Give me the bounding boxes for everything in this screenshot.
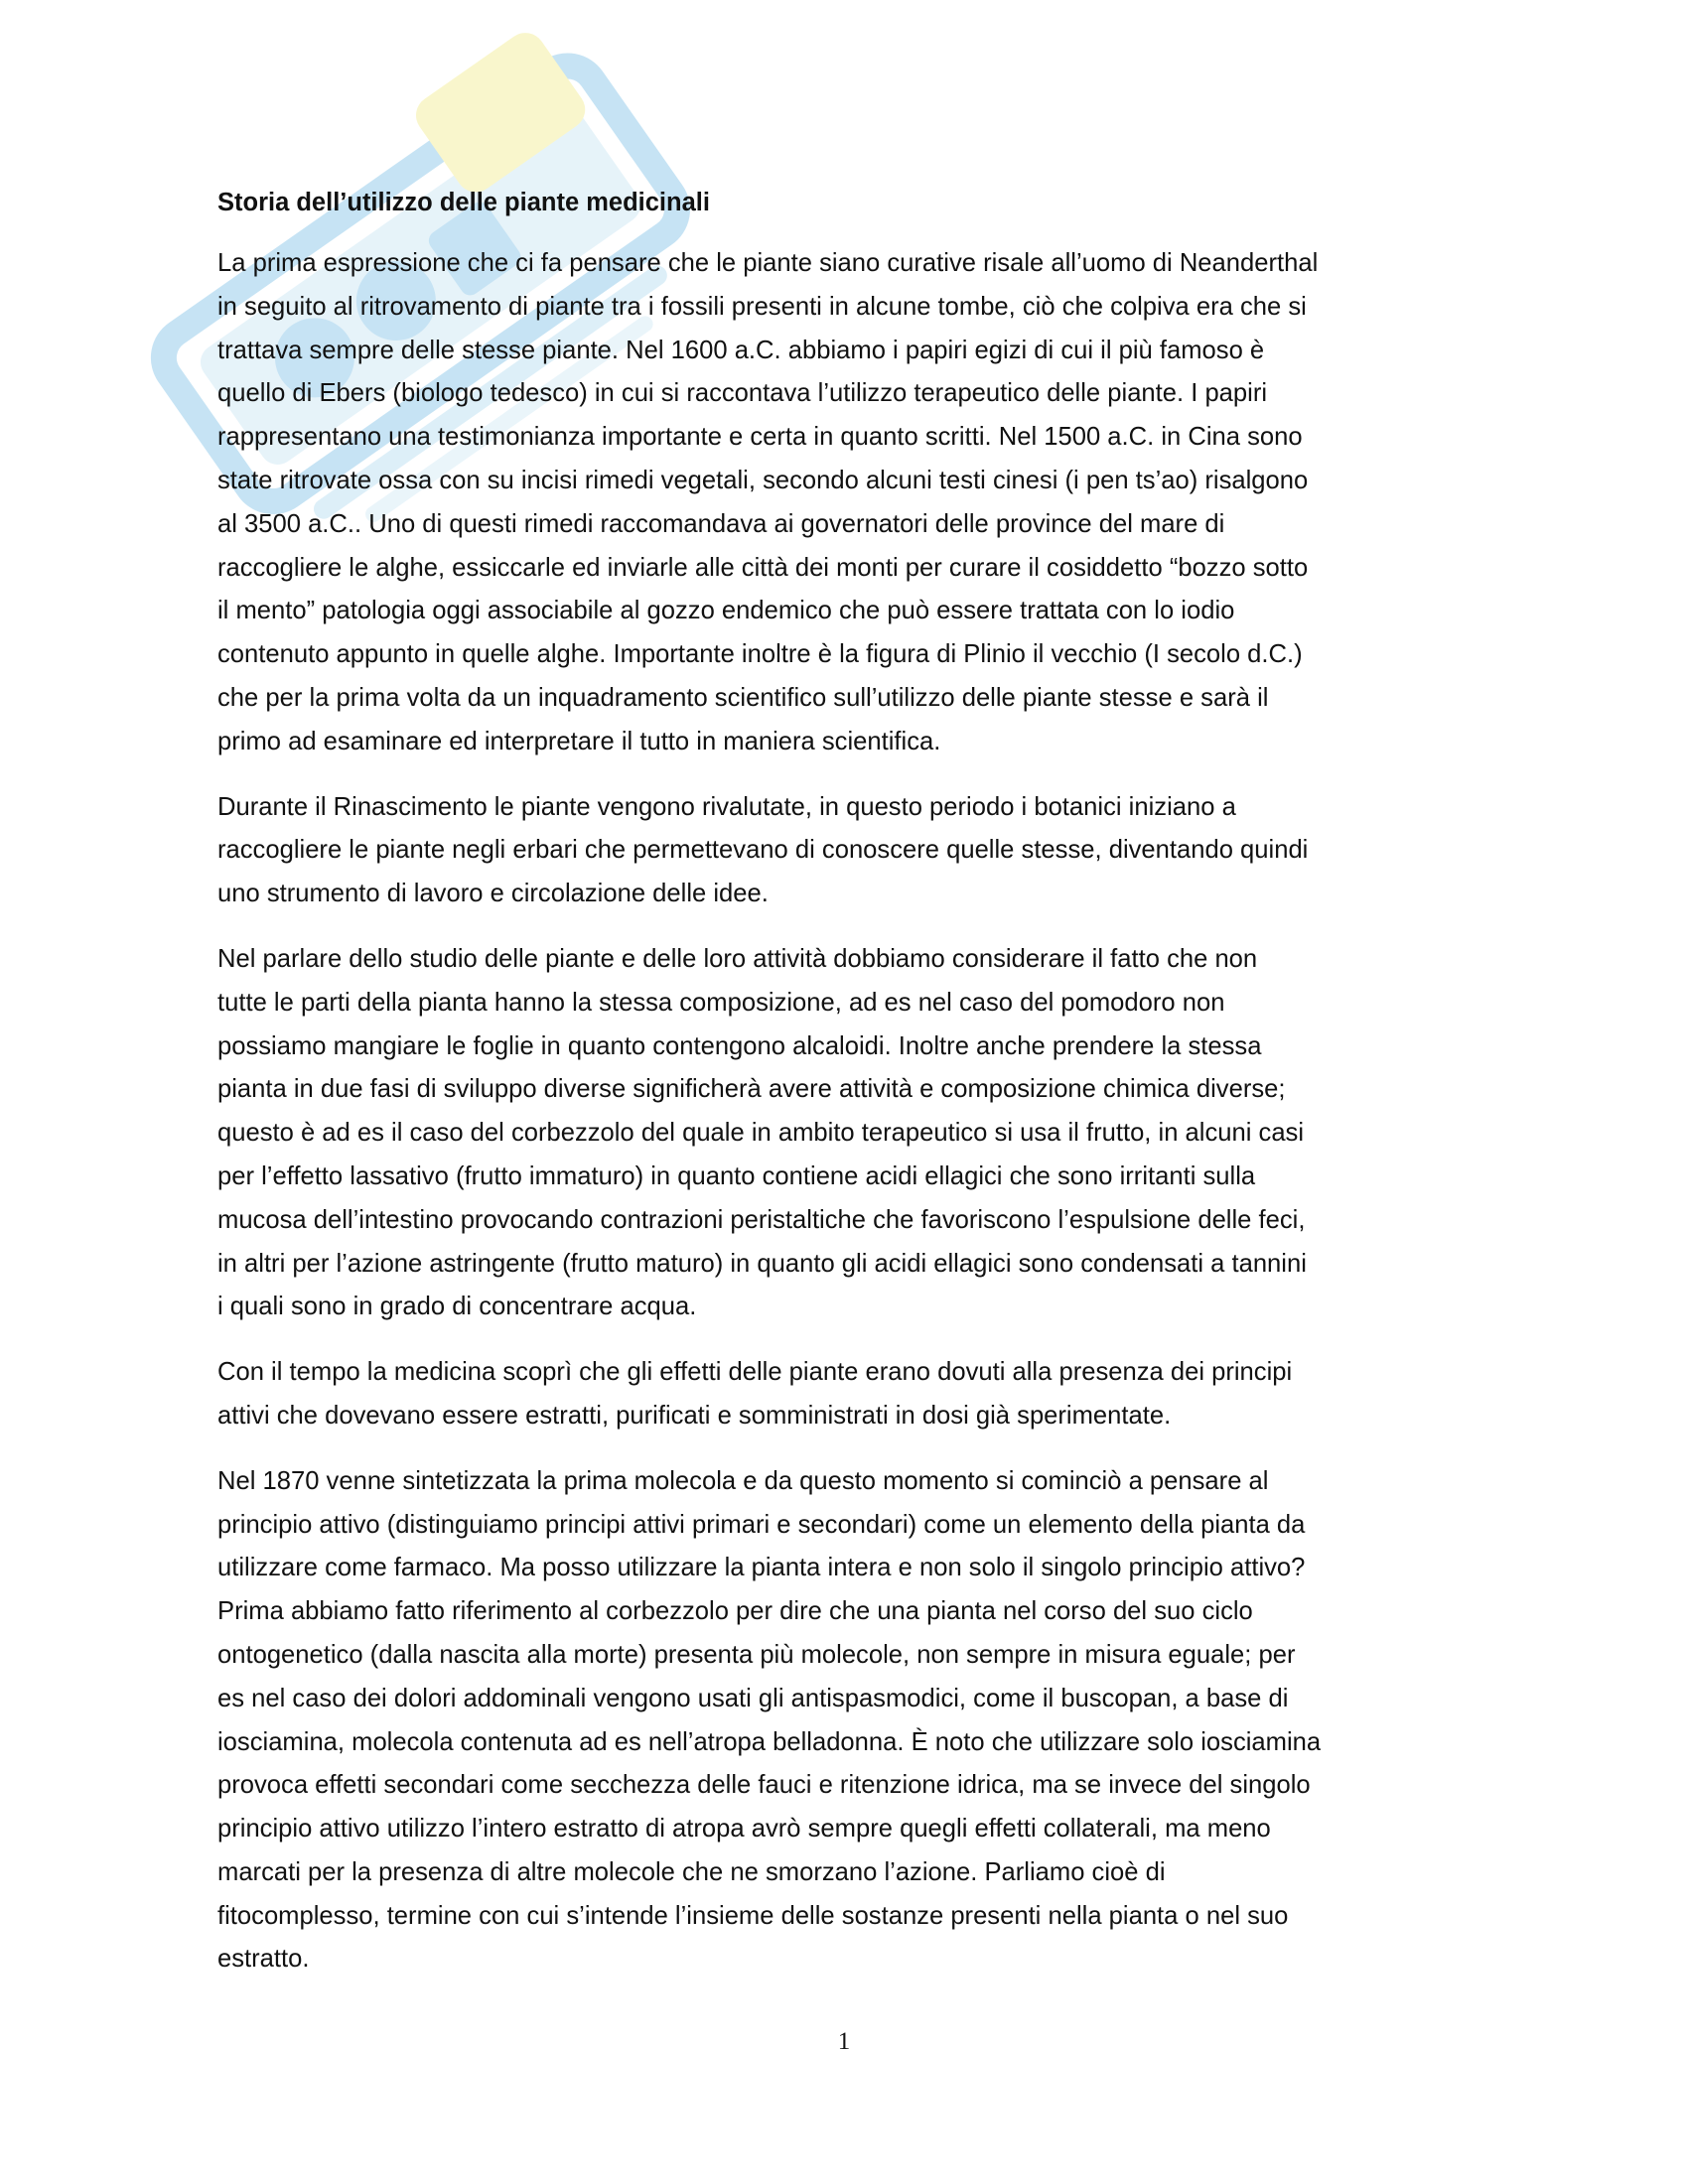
paragraph-line: raccogliere le alghe, essiccarle ed inviarle alle città dei monti per curare il cosiddetto “bozzo sotto [217,553,1309,582]
paragraph-line: La prima espressione che ci fa pensare che le piante siano curative risale all’uomo di Neanderthal [217,249,1319,277]
paragraph-line: ontogenetico (dalla nascita alla morte) presenta più molecole, non sempre in misura eguale; per [217,1640,1296,1669]
paragraph-line: principio attivo utilizzo l’intero estratto di atropa avrò sempre quegli effetti collaterali, ma meno [217,1815,1271,1843]
paragraph-line: primo ad esaminare ed interpretare il tutto in maniera scientifica. [217,727,941,755]
paragraph-line: Nel parlare dello studio delle piante e delle loro attività dobbiamo considerare il fatto che non [217,944,1258,973]
paragraph-line: i quali sono in grado di concentrare acqua. [217,1293,697,1321]
paragraph-1 [217,242,1464,764]
paragraph-line: attivi che dovevano essere estratti, purificati e somministrati in dosi già sperimentate. [217,1401,1172,1430]
paragraph-line: rappresentano una testimonianza importante e certa in quanto scritti. Nel 1500 a.C. in Cina sono [217,423,1303,452]
paragraph-5 [217,1460,1464,1982]
paragraph-line: il mento” patologia oggi associabile al gozzo endemico che può essere trattata con lo iodio [217,597,1235,625]
paragraph-line: mucosa dell’intestino provocando contrazioni peristaltiche che favoriscono l’espulsione delle feci, [217,1205,1306,1234]
paragraph-line: tutte le parti della pianta hanno la stessa composizione, ad es nel caso del pomodoro non [217,988,1225,1017]
paragraph-line: questo è ad es il caso del corbezzolo del quale in ambito terapeutico si usa il frutto, in alcuni casi [217,1119,1305,1148]
paragraph-line: Durante il Rinascimento le piante vengono rivalutate, in questo periodo i botanici iniziano a [217,792,1236,821]
paragraph-line: al 3500 a.C.. Uno di questi rimedi raccomandava ai governatori delle province del mare di [217,509,1225,538]
paragraph-line: raccogliere le piante negli erbari che permettevano di conoscere quelle stesse, diventando quindi [217,836,1309,865]
paragraph-3 [217,938,1464,1329]
paragraph-line: possiamo mangiare le foglie in quanto contengono alcaloidi. Inoltre anche prendere la stessa [217,1031,1262,1060]
document-body [217,183,1464,2003]
paragraph-line: contenuto appunto in quelle alghe. Importante inoltre è la figura di Plinio il vecchio (I secolo d.C.) [217,640,1303,669]
paragraph-line: Prima abbiamo fatto riferimento al corbezzolo per dire che una pianta nel corso del suo ciclo [217,1597,1253,1626]
paragraph-line: estratto. [217,1945,310,1974]
paragraph-line: quello di Ebers (biologo tedesco) in cui si raccontava l’utilizzo terapeutico delle piante. I papiri [217,379,1268,408]
page-number: 1 [837,2028,851,2055]
paragraph-line: provoca effetti secondari come secchezza delle fauci e ritenzione idrica, ma se invece del singolo [217,1771,1311,1800]
paragraph-line: in altri per l’azione astringente (frutto maturo) in quanto gli acidi ellagici sono condensati a tannini [217,1249,1307,1278]
paragraph-line: marcati per la presenza di altre molecole che ne smorzano l’azione. Parliamo cioè di [217,1857,1166,1886]
paragraph-line: trattava sempre delle stesse piante. Nel 1600 a.C. abbiamo i papiri egizi di cui il più famoso è [217,336,1265,364]
paragraph-line: principio attivo (distinguiamo principi attivi primari e secondari) come un elemento della pianta da [217,1510,1306,1539]
paragraph-line: fitocomplesso, termine con cui s’intende l’insieme delle sostanze presenti nella pianta o nel suo [217,1901,1289,1930]
paragraph-line: per l’effetto lassativo (frutto immaturo) in quanto contiene acidi ellagici che sono irritanti sulla [217,1161,1256,1190]
paragraph-line: che per la prima volta da un inquadramento scientifico sull’utilizzo delle piante stesse e sarà il [217,683,1269,712]
paragraph-line: es nel caso dei dolori addominali vengono usati gli antispasmodici, come il buscopan, a base di [217,1684,1289,1712]
paragraph-line: utilizzare come farmaco. Ma posso utilizzare la pianta intera e non solo il singolo principio attivo? [217,1554,1306,1582]
paragraph-2 [217,786,1464,916]
paragraph-line: iosciamina, molecola contenuta ad es nell’atropa belladonna. È noto che utilizzare solo iosciamina [217,1727,1322,1756]
document-title: Storia dell’utilizzo delle piante medicinali [217,189,710,216]
paragraph-line: pianta in due fasi di sviluppo diverse significherà avere attività e composizione chimica diverse; [217,1075,1286,1104]
paragraph-4 [217,1351,1464,1438]
paragraph-line: Con il tempo la medicina scoprì che gli effetti delle piante erano dovuti alla presenza dei principi [217,1358,1293,1387]
paragraph-line: uno strumento di lavoro e circolazione delle idee. [217,880,769,908]
paragraph-line: Nel 1870 venne sintetizzata la prima molecola e da questo momento si cominciò a pensare al [217,1466,1269,1495]
paragraph-line: state ritrovate ossa con su incisi rimedi vegetali, secondo alcuni testi cinesi (i pen ts’ao) risalgono [217,466,1309,494]
paragraph-line: in seguito al ritrovamento di piante tra i fossili presenti in alcune tombe, ciò che colpiva era che si [217,292,1307,321]
